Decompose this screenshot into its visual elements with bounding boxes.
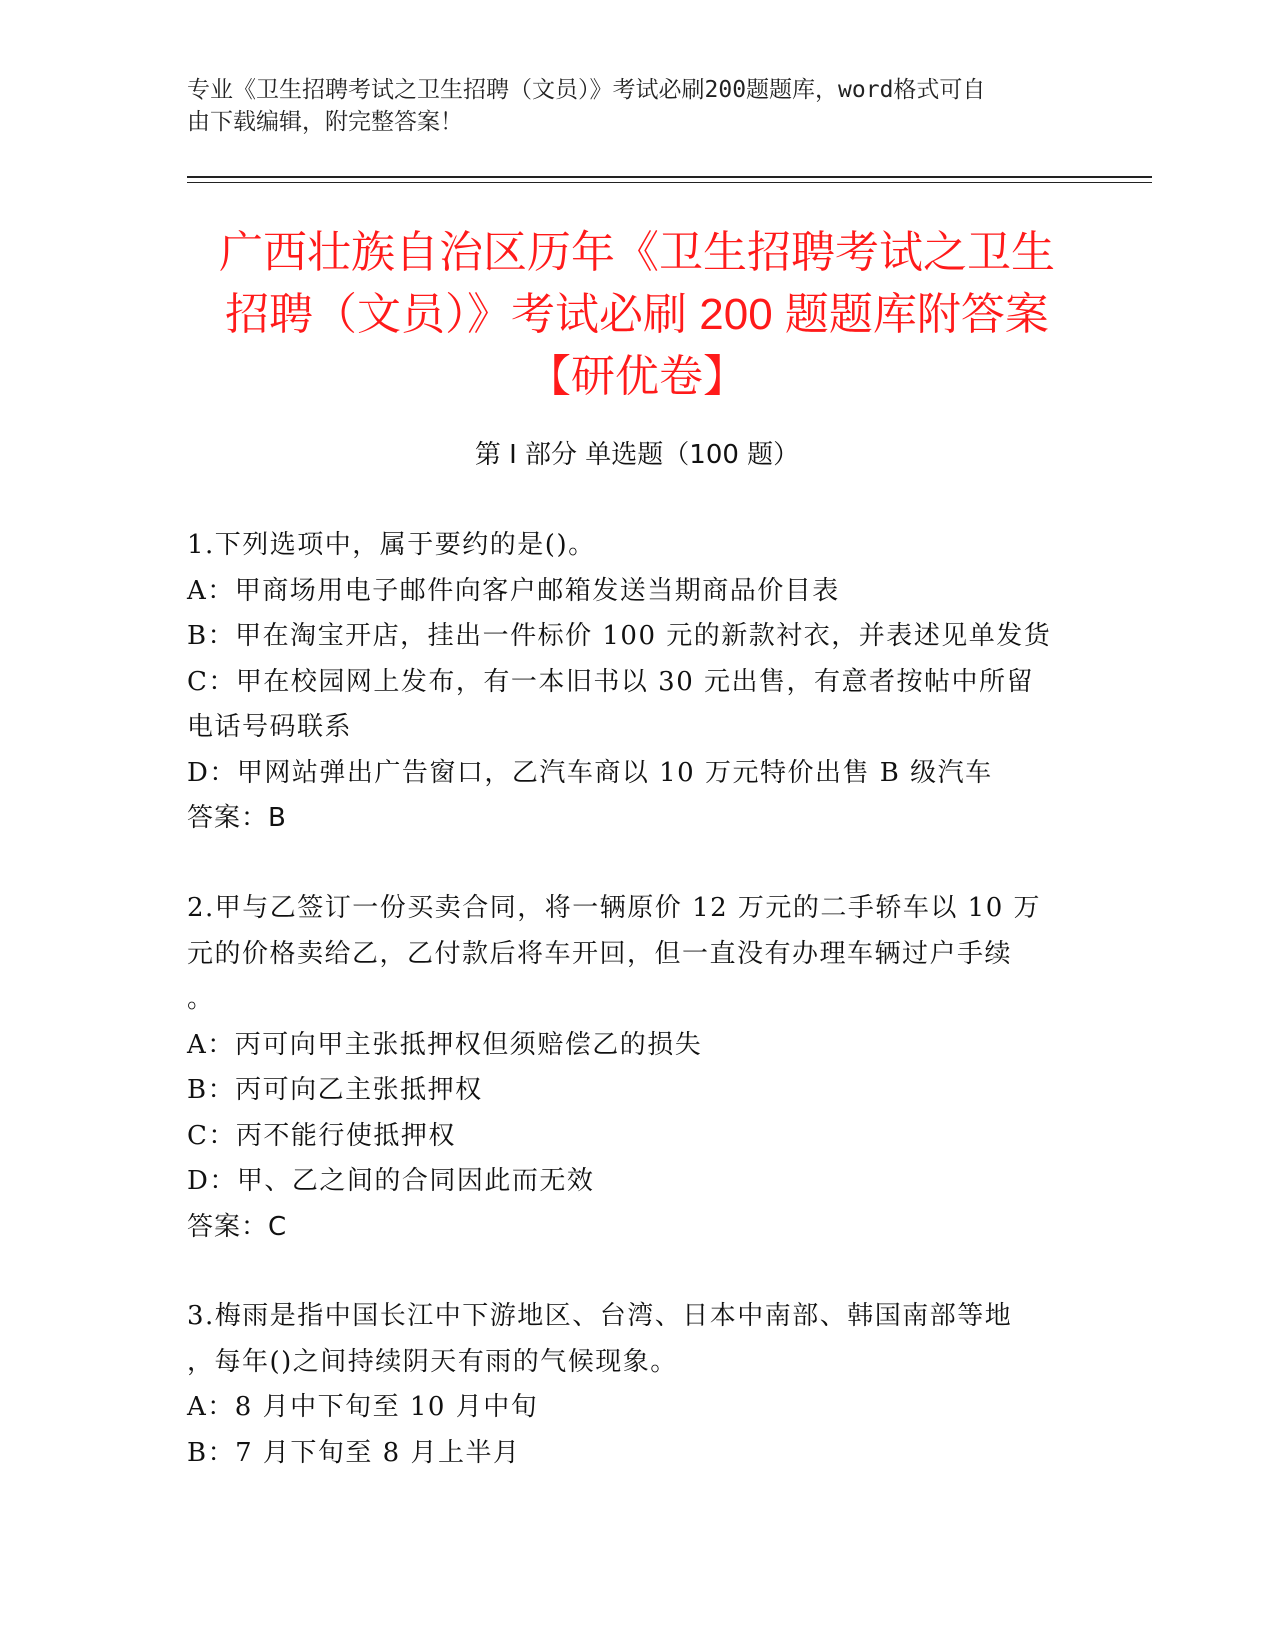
option-c: C：甲在校园网上发布，有一本旧书以 30 元出售，有意者按帖中所留 <box>187 666 1035 697</box>
question-stem-continuation: 元的价格卖给乙，乙付款后将车开回，但一直没有办理车辆过户手续 <box>187 938 1013 969</box>
option-d: D：甲网站弹出广告窗口，乙汽车商以 10 万元特价出售 B 级汽车 <box>187 757 993 788</box>
option-b: B：丙可向乙主张抵押权 <box>187 1075 483 1105</box>
option-a: A：8 月中下旬至 10 月中旬 <box>187 1392 539 1422</box>
question-stem-continuation: ，每年()之间持续阴天有雨的气候现象。 <box>187 1346 678 1377</box>
title-line-3: 【研优卷】 <box>527 352 747 401</box>
option-b: B：7 月下旬至 8 月上半月 <box>187 1437 521 1468</box>
question-stem-continuation: 。 <box>187 984 215 1014</box>
option-a: A：丙可向甲主张抵押权但须赔偿乙的损失 <box>187 1029 703 1060</box>
header-divider-thin <box>187 182 1152 183</box>
option-c-continuation: 电话号码联系 <box>187 712 353 742</box>
section-heading: 第 I 部分 单选题（100 题） <box>474 440 800 470</box>
option-c: C：丙不能行使抵押权 <box>187 1120 456 1151</box>
question-stem: 2.甲与乙签订一份买卖合同，将一辆原价 12 万元的二手轿车以 10 万 <box>187 893 1042 923</box>
answer-label: 答案：B <box>187 803 287 833</box>
option-b: B：甲在淘宝开店，挂出一件标价 100 元的新款衬衣，并表述见单发货 <box>187 621 1052 651</box>
question-3 <box>187 1294 1077 1476</box>
option-d: D：甲、乙之间的合同因此而无效 <box>187 1166 595 1196</box>
header-note <box>187 74 1067 138</box>
title-line-1: 广西壮族自治区历年《卫生招聘考试之卫生 <box>219 228 1055 277</box>
question-1 <box>187 523 1077 842</box>
document-title <box>187 222 1087 408</box>
title-line-2: 招聘（文员）》考试必刷 200 题题库附答案 <box>225 290 1049 339</box>
option-a: A：甲商场用电子邮件向客户邮箱发送当期商品价目表 <box>187 575 840 606</box>
question-stem: 1.下列选项中，属于要约的是()。 <box>187 530 596 560</box>
answer-label: 答案：C <box>187 1211 288 1242</box>
question-stem: 3.梅雨是指中国长江中下游地区、台湾、日本中南部、韩国南部等地 <box>187 1301 1013 1331</box>
header-note-line-1: 专业《卫生招聘考试之卫生招聘（文员）》考试必刷200题题库，word格式可自 <box>187 77 986 103</box>
header-note-line-2: 由下载编辑，附完整答案！ <box>187 109 463 135</box>
question-2 <box>187 886 1077 1250</box>
header-divider-thick <box>187 176 1152 178</box>
